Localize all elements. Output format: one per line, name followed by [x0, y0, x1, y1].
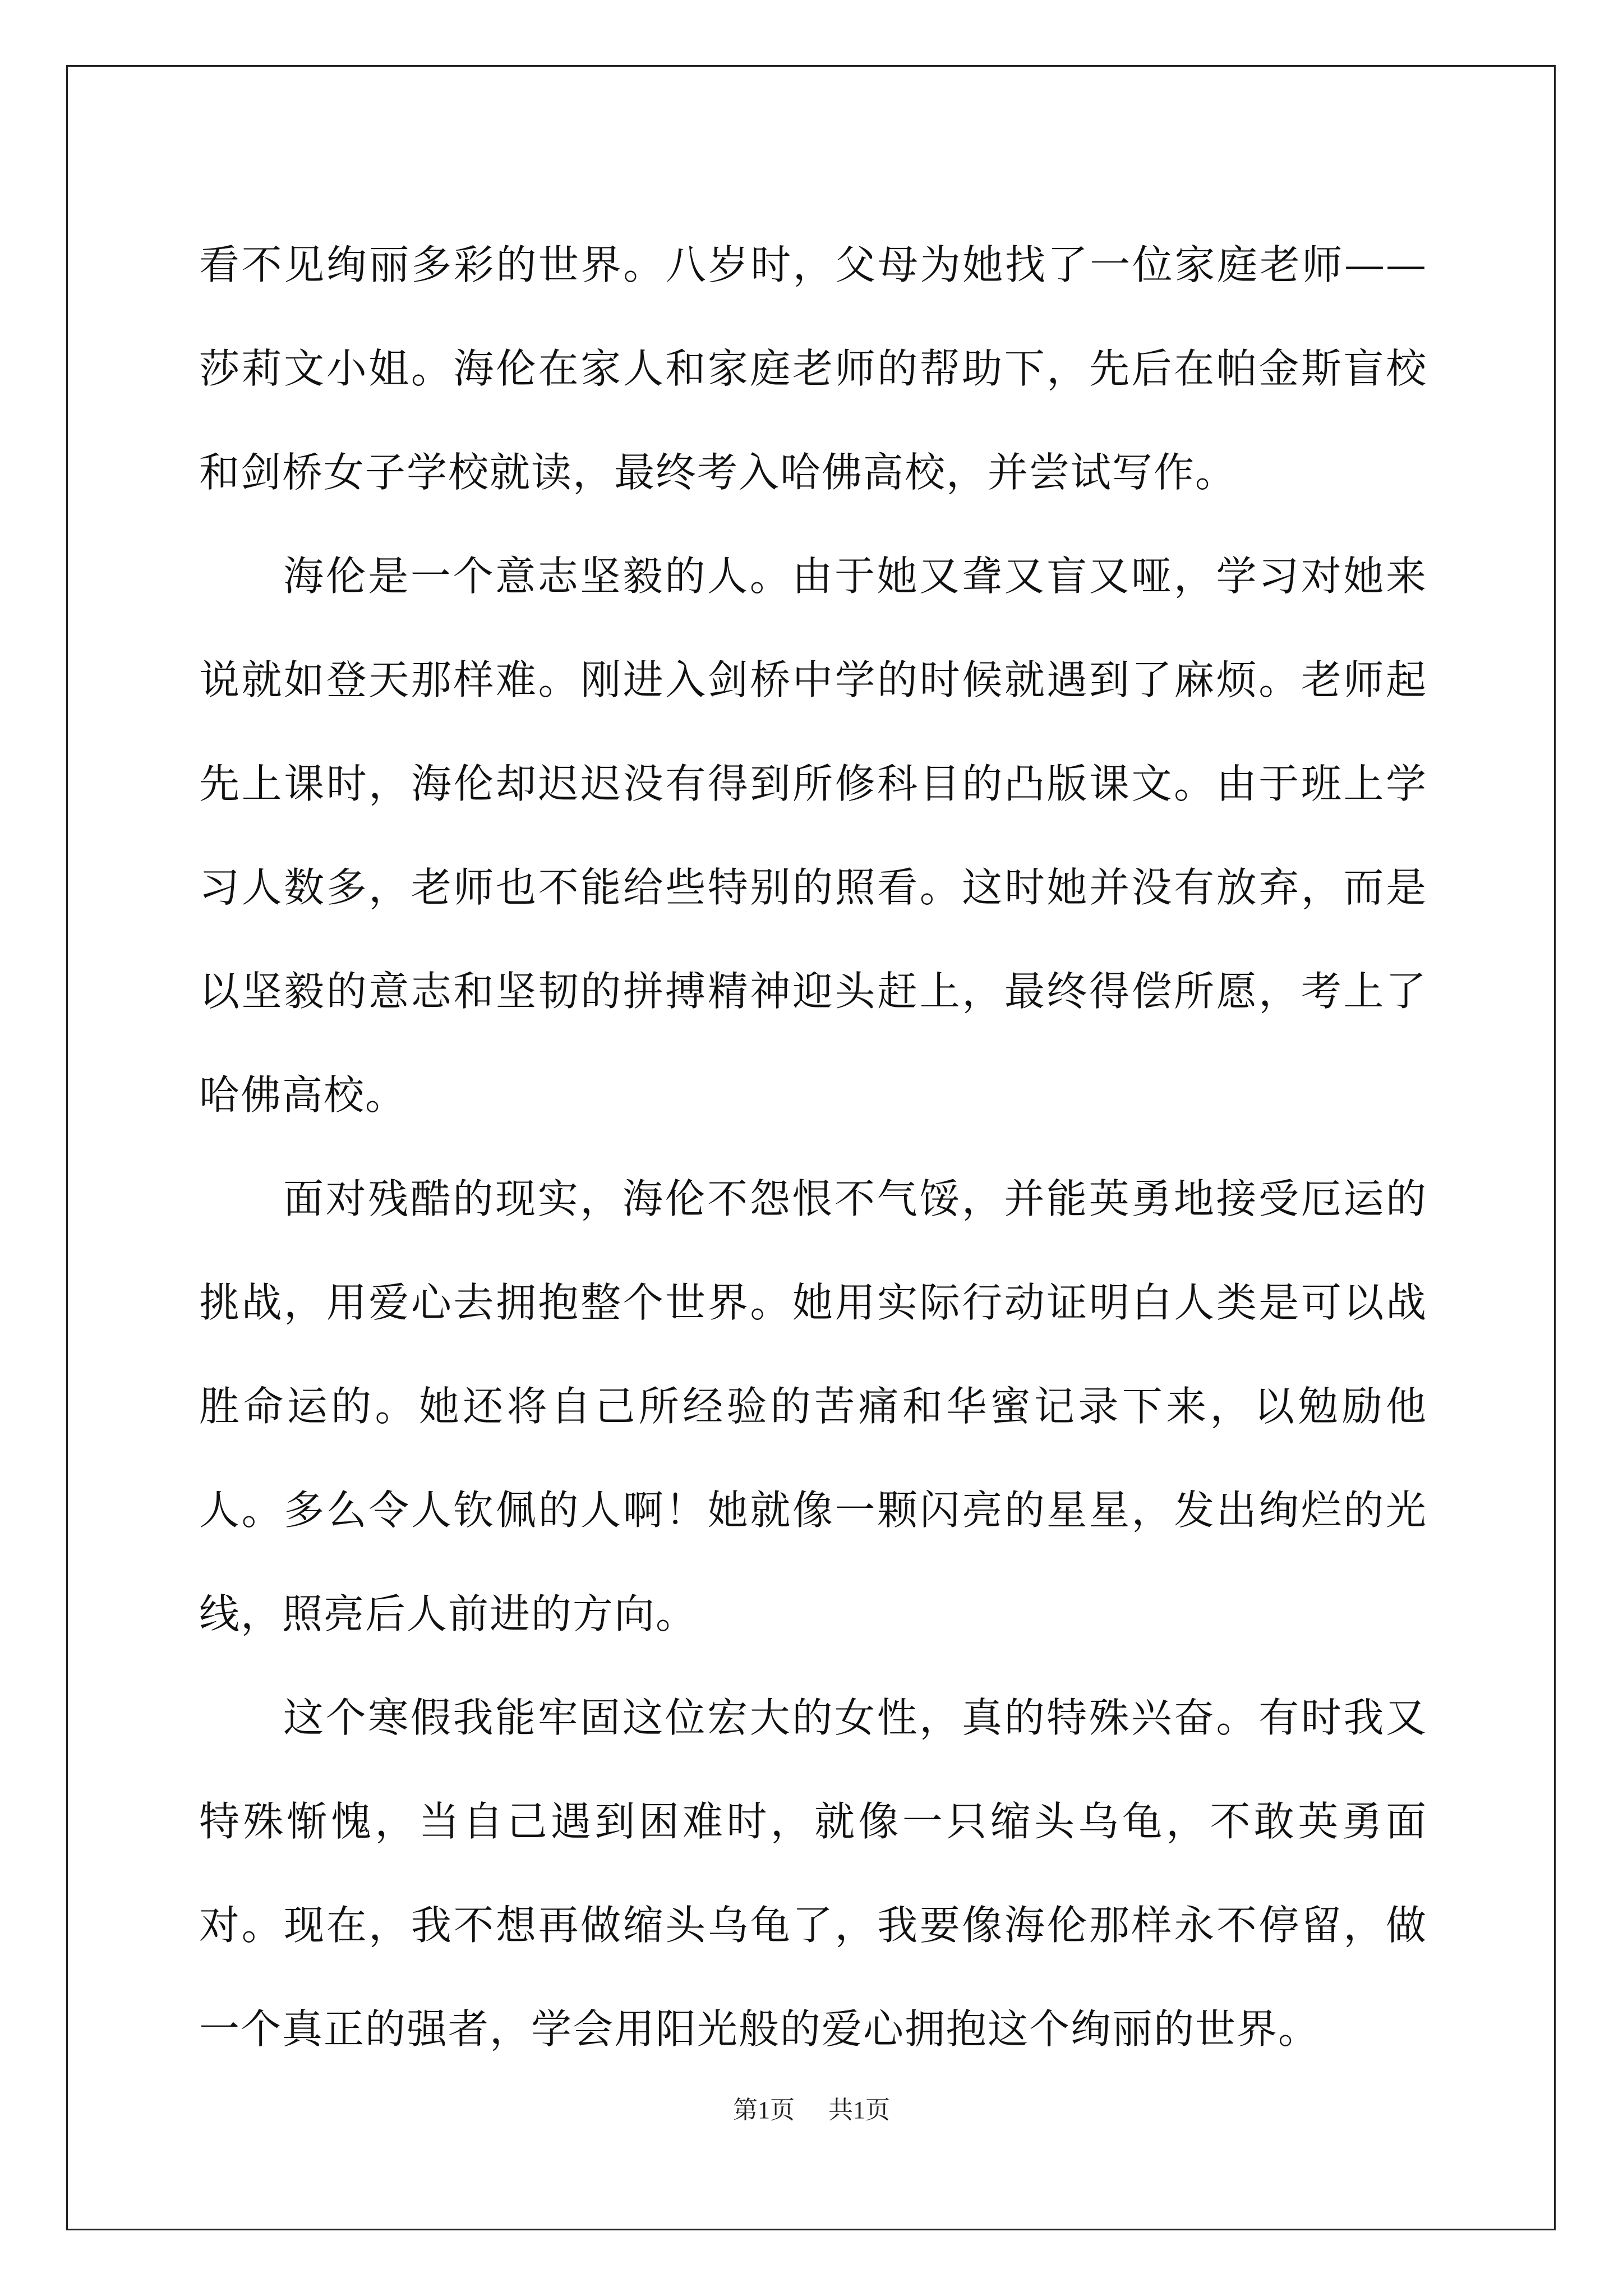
page-footer [0, 2090, 1623, 2125]
paragraph-3: 面对残酷的现实，海伦不怨恨不气馁，并能英勇地接受厄运的挑战，用爱心去拥抱整个世界。她用实际行动证明白人类是可以战胜命运的。她还将自己所经验的苦痛和华蜜记录下来，以勉励他人。多么令人钦佩的人啊！她就像一颗闪亮的星星，发出绚烂的光线，照亮后人前进的方向。 [199, 1175, 1427, 1637]
document-body [199, 213, 1427, 2081]
page-total: 共1页 [828, 2096, 890, 2124]
paragraph-4: 这个寒假我能牢固这位宏大的女性，真的特殊兴奋。有时我又特殊惭愧，当自己遇到困难时，就像一只缩头乌龟，不敢英勇面对。现在，我不想再做缩头乌龟了，我要像海伦那样永不停留，做一个真正的强者，学会用阳光般的爱心拥抱这个绚丽的世界。 [199, 1694, 1427, 2053]
paragraph-1: 看不见绚丽多彩的世界。八岁时，父母为她找了一位家庭老师——莎莉文小姐。海伦在家人和家庭老师的帮助下，先后在帕金斯盲校和剑桥女子学校就读，最终考入哈佛高校，并尝试写作。 [199, 241, 1427, 496]
paragraph-2: 海伦是一个意志坚毅的人。由于她又聋又盲又哑，学习对她来说就如登天那样难。刚进入剑桥中学的时候就遇到了麻烦。老师起先上课时，海伦却迟迟没有得到所修科目的凸版课文。由于班上学习人数多，老师也不能给些特别的照看。这时她并没有放弃，而是以坚毅的意志和坚韧的拼搏精神迎头赶上，最终得偿所愿，考上了哈佛高校。 [199, 553, 1427, 1119]
page-number: 第1页 [733, 2096, 795, 2124]
